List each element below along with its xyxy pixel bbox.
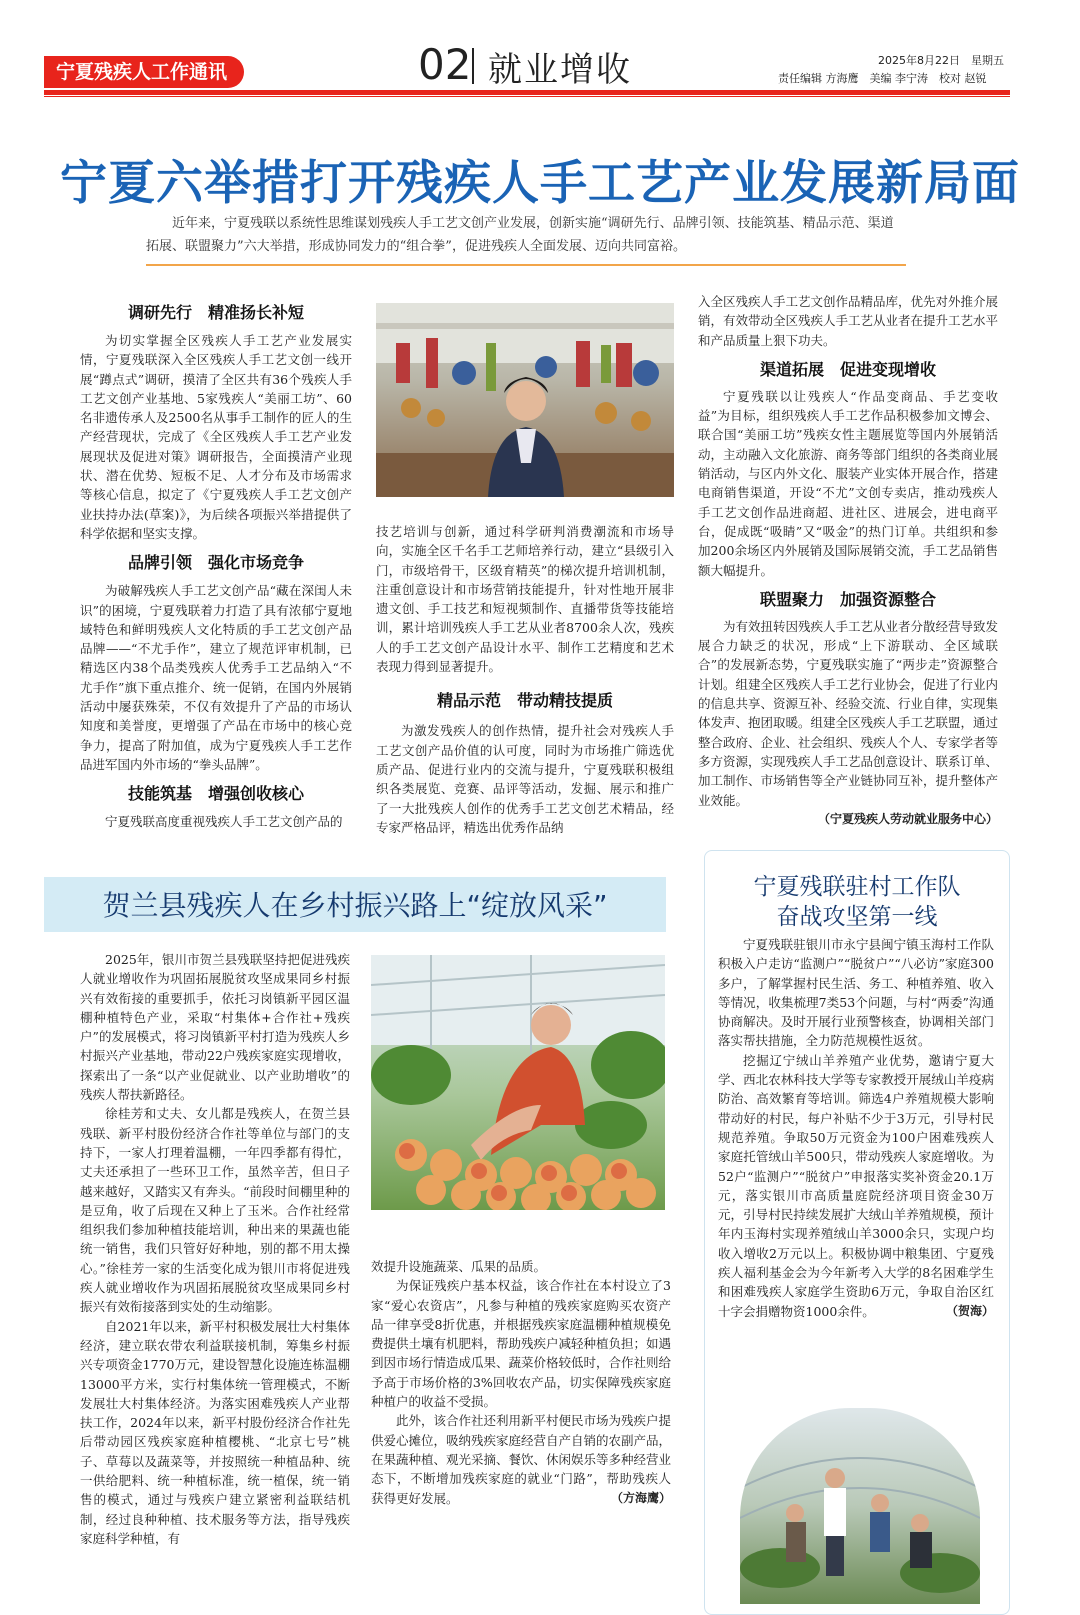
article2-headline: 贺兰县残疾人在乡村振兴路上“绽放风采” (102, 889, 608, 922)
paragraph: 效提升设施蔬菜、瓜果的品质。 (371, 1259, 547, 1274)
sidebar-headline (704, 872, 1010, 932)
section-text: 技艺培训与创新，通过科学研判消费潮流和市场导向，实施全区千名手工艺师培养行动，建立“县级引入门，市级培骨干，区级育精英”的梯次提升培训机制，注重创意设计和市场营销技能提升，针对性地开展非遗文创、手工技艺和短视频制作、直播带货等技能培训，累计培训残疾人手工艺从业者8700余人次，残疾人的手工艺文创产品设计水平、制作工艺精度和艺术表现力得到显著提升。 (376, 524, 674, 675)
page-number: 02 (418, 40, 472, 89)
section-heading: 调研先行 精准扬长补短 (127, 303, 304, 322)
section-heading: 联盟聚力 加强资源整合 (759, 589, 936, 609)
handicraft-exhibition-illustration (376, 303, 674, 497)
section-text: 为破解残疾人手工艺文创产品“藏在深闺人未识”的困境，宁夏残联着力打造了具有浓郁宁夏地域特色和鲜明残疾人文化特质的手工艺文创产品品牌——“不尤手作”，建立了规范评审机制，已精选区内38个品类残疾人优秀手工艺品纳入“不尤手作”旗下重点推介、统一促销，在国内外展销活动中屡获殊荣，不仅有效提升了产品的市场认知度和美誉度，更增强了产品在市场中的核心竞争力，提高了附加值，成为宁夏残疾人手工艺作品进军国内外市场的“拳头品牌”。 (80, 583, 352, 772)
section-heading: 品牌引领 强化市场竞争 (127, 553, 304, 573)
paragraph: 徐桂芳和丈夫、女儿都是残疾人，在贺兰县残联、新平村股份经济合作社等单位与部门的支持下，一家人打理着温棚，一年四季都有得忙，丈夫还承担了一些环卫工作，虽然辛苦，但日子越来越好，又踏实又有奔头。“前段时间棚里种的是豆角，收了后现在又种上了玉米。合作社经常组织我们参加种植技能培训，种出来的果蔬也能统一销售，我们只管好好种地，别的都不用太操心。”徐桂芳一家的生活变化成为银川市将促进残疾人就业增收作为巩固拓展脱贫攻坚成果同乡村振兴有效衔接落到实处的生动缩影。 (80, 1106, 350, 1315)
article2-column-1 (80, 950, 350, 1548)
paragraph: 自2021年以来，新平村积极发展壮大村集体经济，建立联农带农利益联接机制，筹集乡村振兴专项资金1770万元，建设智慧化设施连栋温棚13000平方米，实行村集体统一管理模式，不断发展壮大村集体经济。为落实困难残疾人产业帮扶工作，2024年以来，新平村股份经济合作社先后带动园区残疾家庭种植樱桃、“北京七号”桃子、草莓以及蔬菜等，并按照统一种植品种、统一供给肥料、统一种植标准，统一植保，统一销售的模式，通过与残疾户建立紧密利益联结机制，经过良种种植、技术服务等方法，指导残疾家庭科学种植，有 (80, 1318, 350, 1546)
section-text: 为有效扭转因残疾人手工艺从业者分散经营导致发展合力缺乏的状况，形成“上下游联动、全区域联合”的发展新态势，宁夏残联实施了“两步走”资源整合计划。组建全区残疾人手工艺行业协会，促进了行业内的信息共享、资源互补、经验交流、行业自律，实现集体发声、抱团取暖。组建全区残疾人手工艺联盟，通过整合政府、企业、社会组织、残疾人个人、专家学者等多方资源，实现残疾人手工艺品创意设计、联系订单、加工制作、市场销售等全产业链协同互补，提升整体产业效能。 (698, 618, 999, 808)
article-credit: （宁夏残疾人劳动就业服务中心） (817, 811, 998, 826)
header-divider (472, 48, 474, 84)
issue-date: 2025年8月22日 星期五 (878, 54, 1004, 67)
peach-harvest-photo (371, 955, 665, 1210)
article1-column-2 (376, 522, 674, 837)
article-credit: （贺海） (945, 1303, 994, 1318)
handicraft-exhibition-photo (376, 303, 674, 497)
paragraph: 为保证残疾户基本权益，该合作社在本村设立了3家“爱心农资店”，凡参与种植的残疾家庭购买农资产品一律享受8折优惠，并根据残疾家庭温棚种植规模免费提供土壤有机肥料，帮助残疾户减轻种植负担；如遇到因市场行情造成瓜果、蔬菜价格较低时，合作社则给予高于市场价格的3%回收农产品，切实保障残疾家庭种植户的收益不受损。 (371, 1278, 672, 1410)
main-headline: 宁夏六举措打开残疾人手工艺产业发展新局面 (60, 156, 1020, 211)
lead-paragraph: 近年来，宁夏残联以系统性思维谋划残疾人手工艺文创产业发展，创新实施“调研先行、品牌引领、技能筑基、精品示范、渠道拓展、联盟聚力”六大举措，形成协同发力的“组合拳”，促进残疾人全面发展、迈向共同富裕。 (146, 216, 894, 254)
section-heading: 技能筑基 增强创收核心 (127, 784, 304, 804)
article3-body (718, 935, 994, 1321)
work-team-photo (740, 1408, 980, 1604)
header-rule-thin (44, 96, 1010, 97)
editor-credits: 责任编辑 方海鹰 美编 李宁涛 校对 赵锐 (778, 72, 987, 85)
section-heading: 渠道拓展 促进变现增收 (759, 359, 936, 379)
section-text: 入全区残疾人手工艺文创作品精品库，优先对外推介展销，有效带动全区残疾人手工艺从业者在提升工艺水平和产品质量上狠下功夫。 (698, 294, 999, 348)
article-credit: （方海鹰） (610, 1490, 671, 1505)
header-rule (44, 90, 1010, 95)
paragraph: 挖掘辽宁绒山羊养殖产业优势，邀请宁夏大学、西北农林科技大学等专家教授开展绒山羊疫病防治、高效繁育等培训。筛选4户养殖规模大影响带动好的村民，每户补贴不少于3万元，引导村民规范养殖。争取50万元资金为100户困难残疾人家庭托管绒山羊500只，带动残疾人家庭增收。为52户“监测户”“脱贫户”申报落实奖补资金20.1万元，落实银川市高质量庭院经济项目资金30万元，引导村民持续发展扩大绒山羊养殖规模，预计年内玉海村实现养殖绒山羊3000余只，实现户均收入增收2万元以上。积极协调中粮集团、宁夏残疾人福利基金会为今年新考入大学的8名困难学生和困难残疾人家庭学生资助6万元，争取自治区红十字会捐赠物资1000余件。 (718, 1052, 994, 1319)
work-team-illustration (740, 1408, 980, 1604)
article1-column-3 (698, 292, 998, 829)
peach-harvest-illustration (371, 955, 665, 1210)
article1-column-1 (80, 300, 352, 832)
section-text: 宁夏残联以让残疾人“作品变商品、手艺变收益”为目标，组织残疾人手工艺作品积极参加文博会、联合国“美丽工坊”残疾女性主题展览等国内外展销活动，主动融入文化旅游、商务等部门组织的各类商业展销活动，与区内外文化、服装产业实体开展合作，搭建电商销售渠道，开设“不尤”文创专卖店，推动残疾人手工艺文创作品进商超、进社区、进展会，进电商平台，促成既“吸睛”又“吸金”的热门订单。共组织和参加200余场区内外展销及国际展销交流，手工艺品销售额大幅提升。 (698, 388, 999, 578)
paragraph: 2025年，银川市贺兰县残联坚持把促进残疾人就业增收作为巩固拓展脱贫攻坚成果同乡村振兴有效衔接的重要抓手，依托习岗镇新平园区温棚种植特色产业，采取“村集体+合作社+残疾户”的发展模式，将习岗镇新平村打造为残疾人乡村振兴产业基地，带动22户残疾家庭实现增收，探索出了一条“以产业促就业、以产业助增收”的残疾人帮扶新路径。 (80, 952, 350, 1103)
section-text: 宁夏残联高度重视残疾人手工艺文创产品的 (105, 814, 343, 830)
masthead: 宁夏残疾人工作通讯 (44, 56, 244, 88)
section-title: 就业增收 (488, 50, 632, 90)
section-text: 为激发残疾人的创作热情，提升社会对残疾人手工艺文创产品价值的认可度，同时为市场推广筛选优质产品、促进行业内的交流与提升，宁夏残联积极组织各类展览、竞赛、品评等活动，发掘、展示和推广了一大批残疾人创作的优秀手工艺文创艺术精品，经专家严格品评，精选出优秀作品纳 (376, 723, 674, 835)
paragraph: 此外，该合作社还利用新平村便民市场为残疾户提供爱心摊位，吸纳残疾家庭经营自产自销的农副产品，在果蔬种植、观光采摘、餐饮、休闲娱乐等多种经营业态下，不断增加残疾家庭的就业“门路”，帮助残疾人获得更好发展。 (371, 1413, 672, 1506)
section-text: 为切实掌握全区残疾人手工艺产业发展实情，宁夏残联深入全区残疾人手工艺文创一线开展“蹲点式”调研，摸清了全区共有36个残疾人手工艺文创产业基地、5家残疾人“美丽工坊”、60名非遗传承人及2500名从事手工制作的匠人的生产经营现状，完成了《全区残疾人手工艺产业发展现状及促进对策》调研报告，全面摸清产业现状、潜在优势、短板不足、人才分布及市场需求等核心信息，拟定了《宁夏残疾人手工艺文创产业扶持办法(草案)》，为后续各项振兴举措提供了科学依据和坚实支撑。 (80, 333, 352, 541)
sidebar-headline-line-1: 宁夏残联驻村工作队 (753, 874, 961, 900)
article2-column-2 (371, 1257, 671, 1508)
paragraph: 宁夏残联驻银川市永宁县闽宁镇玉海村工作队积极入户走访“监测户”“脱贫户”“八必访”家庭300多户，了解掌握村民生活、务工、种植养殖、收入等情况，收集梳理7类53个问题，与村“两委”沟通协商解决。及时开展行业预警核查，协调相关部门落实帮扶措施，全力防范规模性返贫。 (718, 937, 994, 1049)
section-heading: 精品示范 带动精技提质 (436, 691, 613, 711)
sidebar-headline-line-2: 奋战攻坚第一线 (776, 904, 938, 930)
lead-rule (146, 264, 906, 266)
